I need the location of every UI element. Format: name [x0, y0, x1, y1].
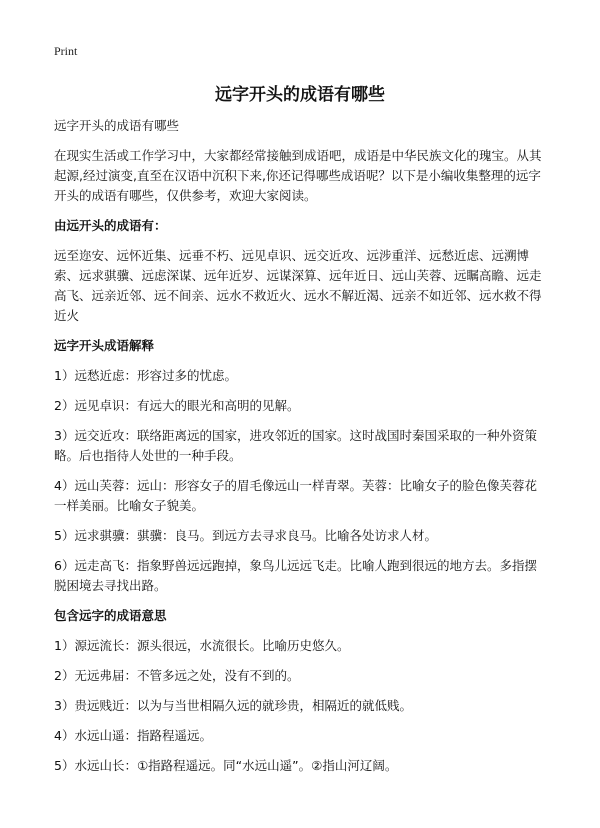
explanation-item: 6）远走高飞：指象野兽远远跑掉，象鸟儿远远飞走。比喻人跑到很远的地方去。多指摆脱困境去寻找出路。 — [54, 558, 537, 593]
page-title: 远字开头的成语有哪些 — [215, 85, 385, 105]
section-heading-idioms-list: 由远开头的成语有： — [54, 218, 167, 233]
article-subtitle: 远字开头的成语有哪些 — [54, 118, 180, 133]
section-heading-explanations: 远字开头成语解释 — [54, 338, 155, 353]
meaning-item: 1）源远流长：源头很远，水流很长。比喻历史悠久。 — [54, 638, 350, 653]
section-heading-meanings: 包含远字的成语意思 — [54, 608, 167, 623]
meaning-item: 4）水远山遥：指路程遥远。 — [54, 728, 212, 743]
explanation-item: 5）远求骐骥：骐骥：良马。到远方去寻求良马。比喻各处访求人材。 — [54, 528, 437, 543]
meaning-item: 2）无远弗届：不管多远之处，没有不到的。 — [54, 668, 300, 683]
idioms-list-paragraph: 远至迩安、远怀近集、远垂不朽、远见卓识、远交近攻、远涉重洋、远愁近虑、远溯博索、远求骐骥、远虑深谋、远年近岁、远谋深算、远年近日、远山芙蓉、远瞩高瞻、远走高飞、远亲近邻、远不间亲、远水不救近火、远水不解近渴、远亲不如近邻、远水救不得近火 — [54, 248, 542, 323]
meaning-item: 5）水远山长：①指路程遥远。同“水远山遥”。②指山河辽阔。 — [54, 758, 398, 773]
article-body — [54, 116, 548, 786]
explanation-item: 1）远愁近虑：形容过多的忧虑。 — [54, 368, 237, 383]
explanation-item: 3）远交近攻：联络距离远的国家，进攻邻近的国家。这时战国时秦国采取的一种外资策略。后也指待人处世的一种手段。 — [54, 428, 537, 463]
print-link[interactable]: Print — [54, 44, 78, 58]
explanation-item: 2）远见卓识：有远大的眼光和高明的见解。 — [54, 398, 300, 413]
meaning-item: 3）贵远贱近：以为与当世相隔久远的就珍贵，相隔近的就低贱。 — [54, 698, 412, 713]
intro-paragraph: 在现实生活或工作学习中，大家都经常接触到成语吧，成语是中华民族文化的瑰宝。从其起源,经过演变,直至在汉语中沉积下来,你还记得哪些成语呢？以下是小编收集整理的远字开头的成语有哪些，仅供参考，欢迎大家阅读。 — [54, 148, 542, 203]
explanation-item: 4）远山芙蓉：远山：形容女子的眉毛像远山一样青翠。芙蓉：比喻女子的脸色像芙蓉花一样美丽。比喻女子貌美。 — [54, 478, 537, 513]
